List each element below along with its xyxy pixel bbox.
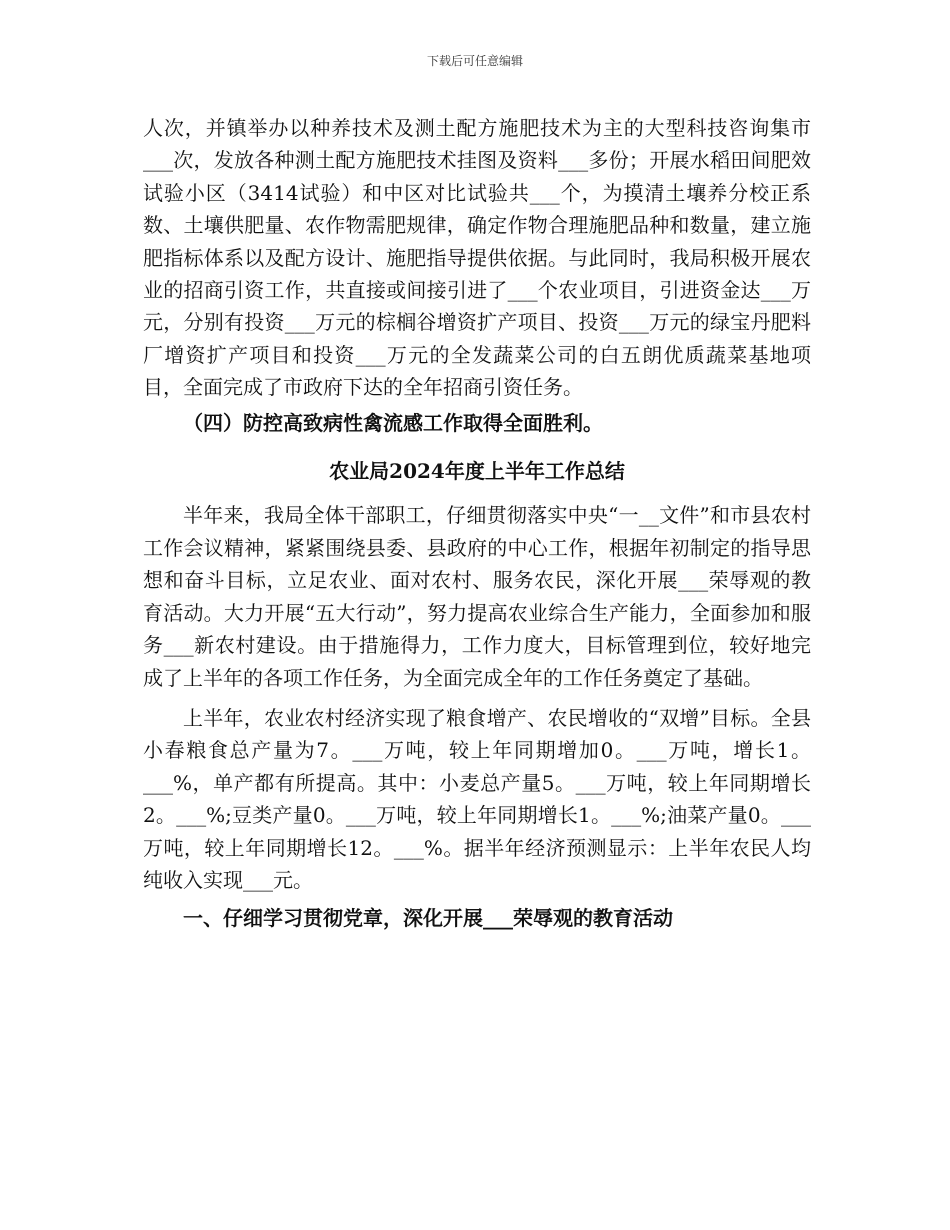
document-body <box>143 112 811 935</box>
body-paragraph-1: 人次，并镇举办以种养技术及测土配方施肥技术为主的大型科技咨询集市___次，发放各种测土配方施肥技术挂图及资料___多份；开展水稻田间肥效试验小区（3414试验）和中区对比试验共___个，为摸清土壤养分校正系数、土壤供肥量、农作物需肥规律，确定作物合理施肥品种和数量，建立施肥指标体系以及配方设计、施肥指导提供依据。与此同时，我局积极开展农业的招商引资工作，共直接或间接引进了___个农业项目，引进资金达___万元，分别有投资___万元的棕榈谷增资扩产项目、投资___万元的绿宝丹肥料厂增资扩产项目和投资___万元的全发蔬菜公司的白五朗优质蔬菜基地项目，全面完成了市政府下达的全年招商引资任务。 <box>143 116 811 400</box>
section-heading-1: 一、仔细学习贯彻党章，深化开展___荣辱观的教育活动 <box>183 906 673 931</box>
section-heading-4: （四）防控高致病性禽流感工作取得全面胜利。 <box>183 410 603 435</box>
body-paragraph-2: 半年来，我局全体干部职工，仔细贯彻落实中央“一__文件”和市县农村工作会议精神，紧紧围绕县委、县政府的中心工作，根据年初制定的指导思想和奋斗目标，立足农业、面对农村、服务农民，深化开展___荣辱观的教育活动。大力开展“五大行动”，努力提高农业综合生产能力，全面参加和服务___新农村建设。由于措施得力，工作力度大，目标管理到位，较好地完成了上半年的各项工作任务，为全面完成全年的工作任务奠定了基础。 <box>143 503 811 690</box>
document-title: 农业局2024年度上半年工作总结 <box>329 459 625 484</box>
page-header: 下载后可任意编辑 <box>426 54 523 68</box>
body-paragraph-3: 上半年，农业农村经济实现了粮食增产、农民增收的“双增”目标。全县小春粮食总产量为7。___万吨，较上年同期增加0。___万吨，增长1。___%，单产都有所提高。其中：小麦总产量5。___万吨，较上年同期增长2。___%;豆类产量0。___万吨，较上年同期增长1。___%;油菜产量0。___万吨，较上年同期增长12。___%。据半年经济预测显示：上半年农民人均纯收入实现___元。 <box>143 705 811 892</box>
